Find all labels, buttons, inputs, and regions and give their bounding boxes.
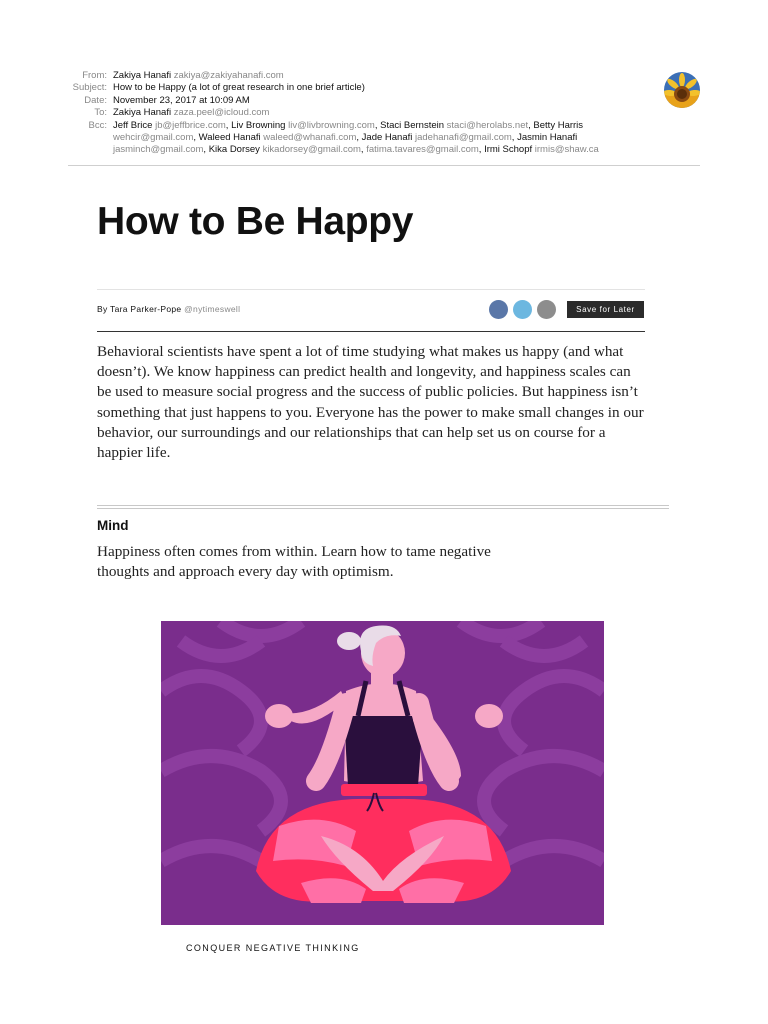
to-address[interactable]: zaza.peel@icloud.com [173, 107, 270, 119]
bcc-recipient[interactable]: Jeff Brice jb@jeffbrice.com [113, 119, 226, 131]
section-divider [97, 505, 669, 509]
save-for-later-button[interactable]: Save for Later [567, 301, 644, 318]
author-handle[interactable]: @nytimeswell [184, 304, 241, 314]
bcc-recipient-addr[interactable]: jasminch@gmail.com [113, 144, 204, 156]
from-name[interactable]: Zakiya Hanafi [113, 70, 172, 81]
twitter-icon[interactable] [513, 300, 532, 319]
divider [97, 289, 645, 290]
bcc-recipient[interactable]: Staci Bernstein staci@herolabs.net [380, 119, 529, 131]
to-name[interactable]: Zakiya Hanafi [113, 107, 172, 119]
author[interactable]: By Tara Parker-Pope [97, 304, 182, 314]
bcc-recipient[interactable]: Betty Harris [533, 119, 584, 131]
divider [97, 331, 645, 332]
email-icon[interactable] [537, 300, 556, 319]
from-label: From: [82, 70, 107, 81]
bcc-recipient[interactable]: Liv Browning liv@livbrowning.com [231, 119, 375, 131]
facebook-icon[interactable] [489, 300, 508, 319]
bcc-recipient-addr[interactable]: wehcir@gmail.com [113, 132, 194, 144]
to-row [60, 107, 640, 119]
subject-label: Subject: [72, 82, 107, 94]
subject-row [60, 82, 640, 94]
article-title: How to Be Happy [97, 200, 414, 243]
image-caption: CONQUER NEGATIVE THINKING [186, 943, 360, 953]
header-divider [68, 165, 700, 166]
from-address[interactable]: zakiya@zakiyahanafi.com [173, 70, 284, 81]
date-value: November 23, 2017 at 10:09 AM [113, 94, 250, 106]
date-label: Date: [84, 94, 107, 106]
to-label: To: [94, 107, 107, 119]
byline [97, 304, 240, 314]
bcc-row: Bcc: Jeff Brice jb@jeffbrice.com, Liv Browning liv@livbrowning.com, Staci Bernstein staci@herolabs.net, Betty Harris wehcir@gmail.com, Waleed Hanafi waleed@whanafi.com, Jade Hanafi jadehanafi@gmail.com, Jasmin Hanafi jasminch@gmail.com, Kika Dorsey kikadorsey@gmail.com, fatima.tavares@gmail.com, Irmi Schopf irmis@shaw.ca [60, 120, 640, 157]
bcc-recipient[interactable]: Irmi Schopf irmis@shaw.ca [484, 144, 599, 156]
bcc-recipient[interactable]: Jasmin Hanafi [517, 132, 578, 144]
section-body: Happiness often comes from within. Learn how to tame negative thoughts and approach every day with optimism. [97, 543, 491, 581]
date-row [60, 95, 640, 107]
subject-value: How to be Happy (a lot of great research in one brief article) [113, 82, 365, 94]
bcc-label: Bcc: [88, 119, 107, 131]
email-header [60, 70, 640, 157]
bcc-recipient[interactable]: Kika Dorsey kikadorsey@gmail.com [208, 144, 361, 156]
sunflower-icon [664, 72, 700, 108]
from-row [60, 70, 640, 82]
bcc-recipient[interactable]: fatima.tavares@gmail.com [366, 144, 479, 156]
bcc-recipient[interactable]: Waleed Hanafi waleed@whanafi.com [198, 132, 357, 144]
meditation-illustration [161, 621, 604, 925]
bcc-recipient[interactable]: Jade Hanafi jadehanafi@gmail.com [361, 132, 512, 144]
intro-paragraph: Behavioral scientists have spent a lot of time studying what makes us happy (and what doesn’t). We know happiness can predict health and longevity, and happiness scales can be used to measure social progress and the success of public policies. But happiness isn’t something that just happens to you. Everyone has the power to make small changes in our behavior, our surroundings and our relationships that can help set us on course for a happier life. [97, 343, 644, 462]
section-title: Mind [97, 518, 129, 533]
